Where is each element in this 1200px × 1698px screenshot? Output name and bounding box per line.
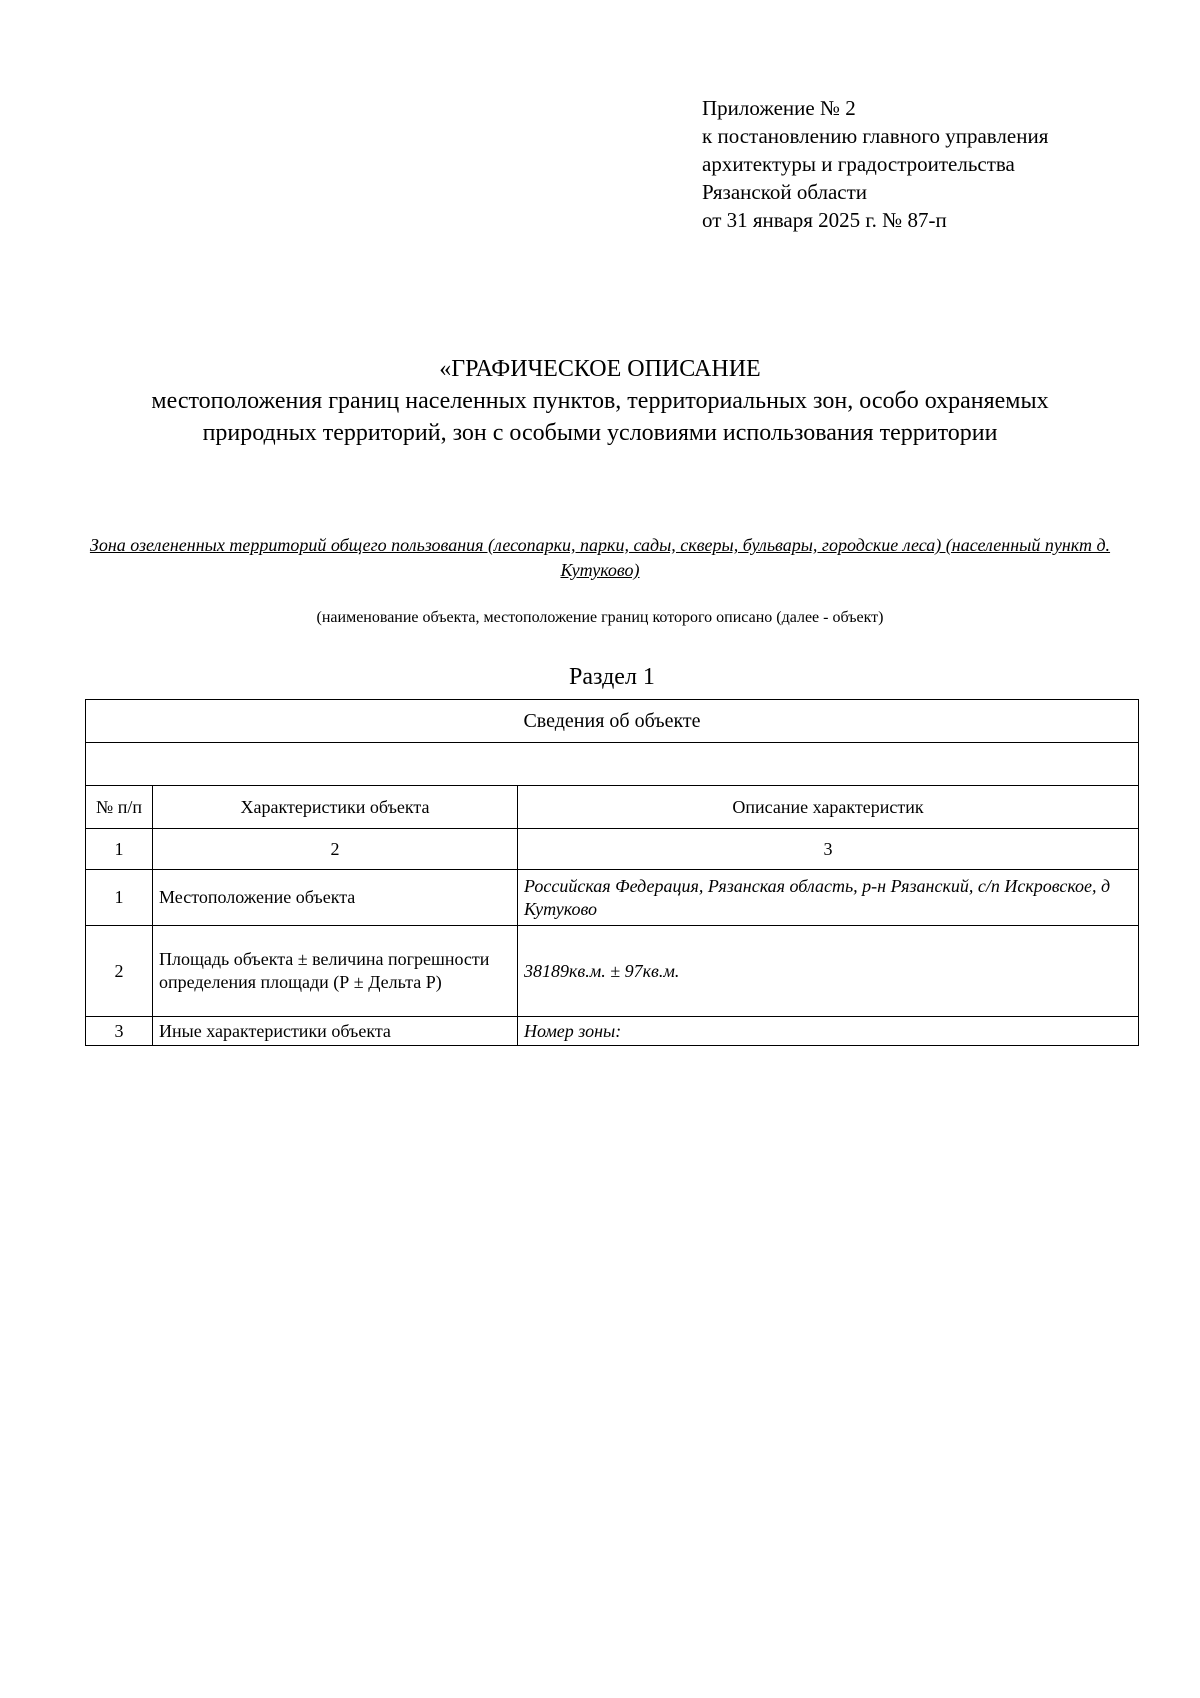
appendix-line: Приложение № 2 — [702, 96, 856, 120]
table-column-headers — [86, 786, 1139, 829]
row-characteristic: Иные характеристики объекта — [153, 1017, 518, 1046]
column-header-description: Описание характеристик — [518, 786, 1139, 829]
table-row — [86, 1017, 1139, 1046]
table-heading: Сведения об объекте — [86, 700, 1139, 743]
appendix-line: архитектуры и градостроительства — [702, 152, 1015, 176]
section-title: Раздел 1 — [569, 664, 655, 690]
row-description: Номер зоны: — [518, 1017, 1139, 1046]
document-title — [120, 353, 1080, 449]
row-number: 1 — [86, 870, 153, 926]
column-number: 3 — [518, 829, 1139, 870]
object-name: Зона озелененных территорий общего пользования (лесопарки, парки, сады, скверы, бульвары, городские леса) (населенный пункт д. Кутуково) — [89, 535, 1111, 580]
appendix-line: Рязанской области — [702, 180, 868, 204]
row-characteristic: Площадь объекта ± величина погрешности определения площади (Р ± Дельта Р) — [153, 926, 518, 1017]
column-number: 1 — [86, 829, 153, 870]
row-number: 3 — [86, 1017, 153, 1046]
empty-cell — [86, 743, 1139, 786]
table-heading-row — [86, 700, 1139, 743]
row-characteristic: Местоположение объекта — [153, 870, 518, 926]
appendix-block — [702, 94, 1162, 234]
appendix-line: от 31 января 2025 г. № 87-п — [702, 208, 947, 232]
column-header-num: № п/п — [86, 786, 153, 829]
object-name-caption: (наименование объекта, местоположение границ которого описано (далее - объект) — [316, 609, 884, 626]
table-column-numbers — [86, 829, 1139, 870]
row-description: Российская Федерация, Рязанская область, р-н Рязанский, с/п Искровское, д Кутуково — [518, 870, 1139, 926]
table-empty-row — [86, 743, 1139, 786]
title-heading: «ГРАФИЧЕСКОЕ ОПИСАНИЕ — [439, 356, 761, 382]
title-subheading: местоположения границ населенных пунктов, территориальных зон, особо охраняемых природных территорий, зон с особыми условиями использования территории — [151, 388, 1049, 446]
column-number: 2 — [153, 829, 518, 870]
row-number: 2 — [86, 926, 153, 1017]
object-info-table — [85, 699, 1139, 1046]
appendix-line: к постановлению главного управления — [702, 124, 1049, 148]
table-row — [86, 926, 1139, 1017]
column-header-characteristic: Характеристики объекта — [153, 786, 518, 829]
row-description: 38189кв.м. ± 97кв.м. — [518, 926, 1139, 1017]
table-row — [86, 870, 1139, 926]
